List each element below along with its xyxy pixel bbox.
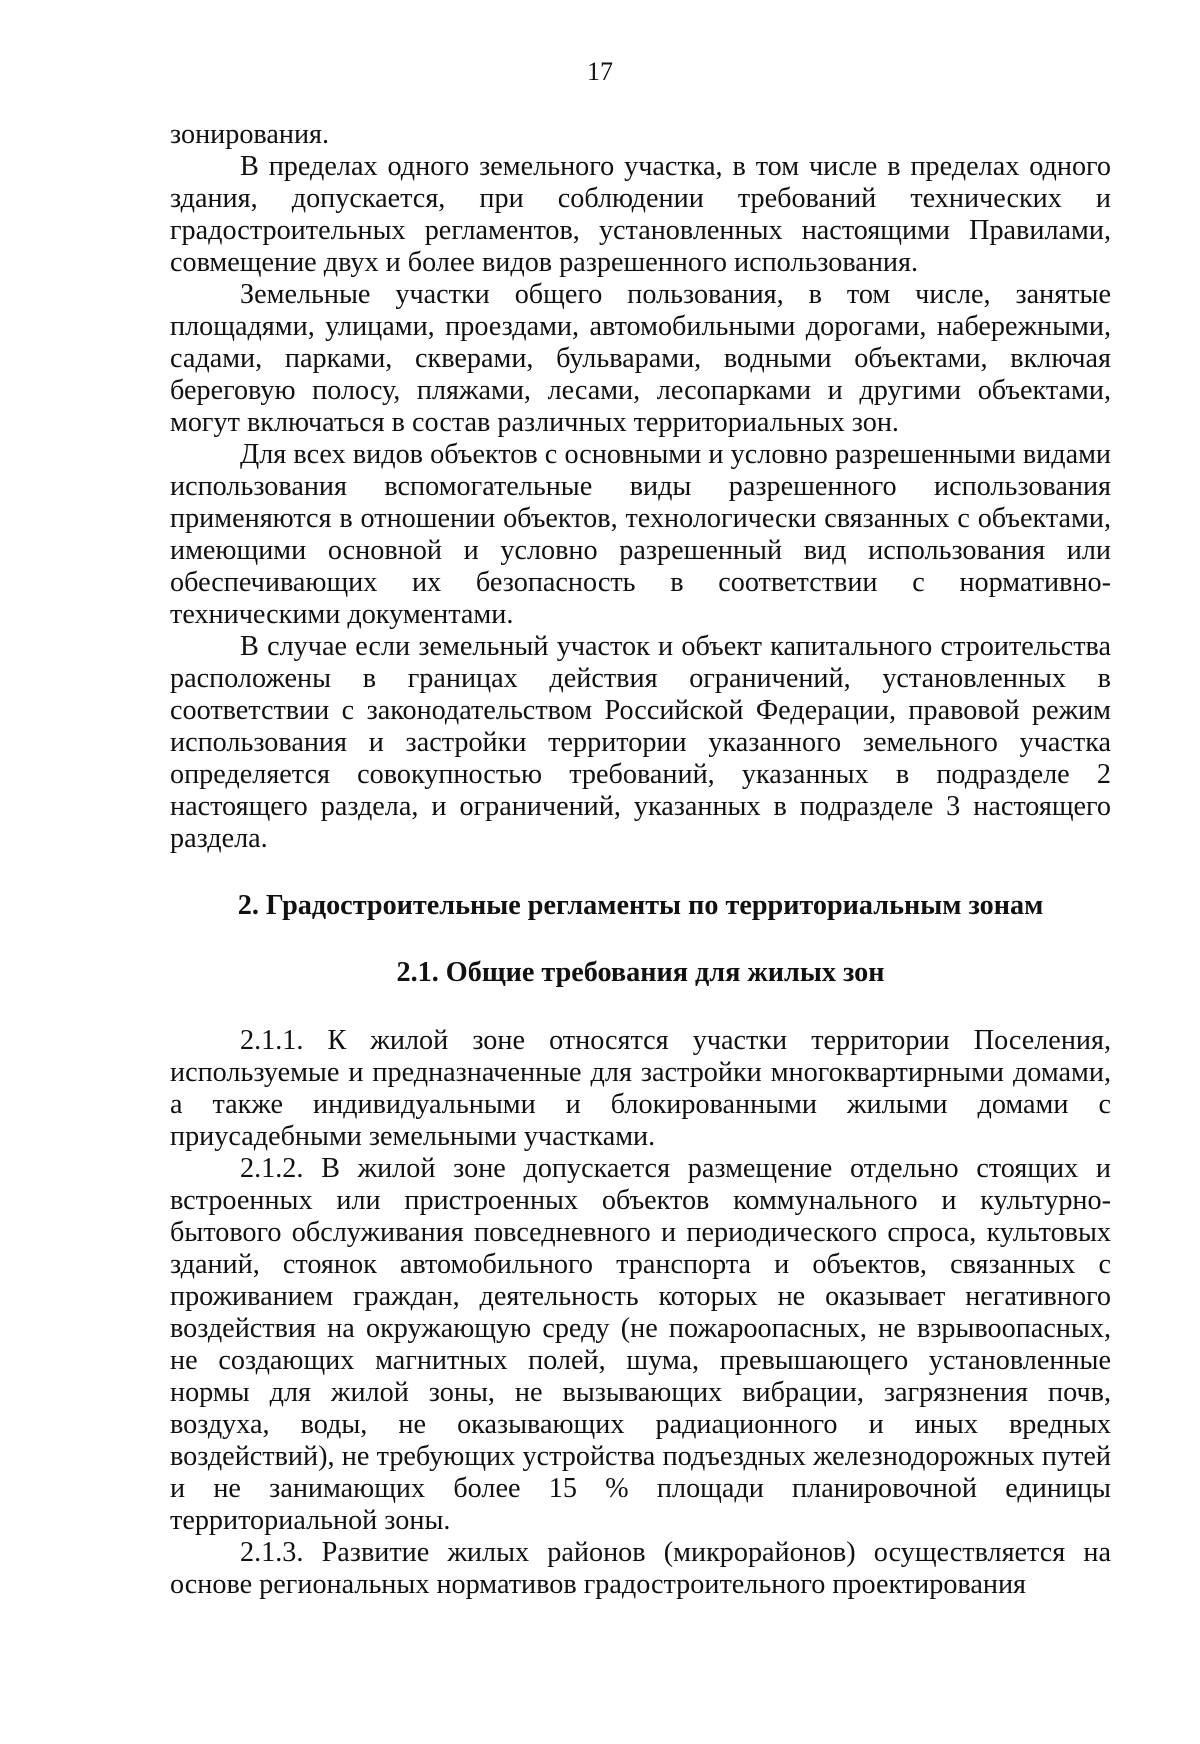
paragraph-public-land-plots: Земельные участки общего пользования, в том числе, занятые площадями, улицами, проездами, автомобильными дорогами, набережными, садами, парками, скверами, бульварами, водными объектами, включая береговую полосу, пляжами, лесами, лесопарками и другими объектами, могут включаться в состав различных территориальных зон. <box>170 279 1111 438</box>
spacer <box>170 922 1111 957</box>
paragraph-permitted-use-combination: В пределах одного земельного участка, в том числе в пределах одного здания, допускается, при соблюдении требований технических и градостроительных регламентов, установленных настоящими Правилами, совмещение двух и более видов разрешенного использования. <box>170 151 1111 278</box>
spacer <box>170 855 1111 890</box>
page-number: 17 <box>587 57 613 86</box>
section-heading: 2. Градостроительные регламенты по территориальным зонам <box>237 890 1044 921</box>
paragraph-auxiliary-uses: Для всех видов объектов с основными и условно разрешенными видами использования вспомогательные виды разрешенного использования применяются в отношении объектов, технологически связанных с объектами, имеющими основной и условно разрешенный вид использования или обеспечивающих их безопасность в соответствии с нормативно-техническими документами. <box>170 439 1111 630</box>
subsection-heading: 2.1. Общие требования для жилых зон <box>396 957 885 988</box>
document-body <box>170 119 1111 1601</box>
paragraph-restrictions: В случае если земельный участок и объект капитального строительства расположены в границах действия ограничений, установленных в соответствии с законодательством Российской Федерации, правовой режим использования и застройки территории указанного земельного участка определяется совокупностью требований, указанных в подразделе 2 настоящего раздела, и ограничений, указанных в подразделе 3 настоящего раздела. <box>170 631 1111 854</box>
paragraph-2-1-1: 2.1.1. К жилой зоне относятся участки территории Поселения, используемые и предназначенные для застройки многоквартирными домами, а также индивидуальными и блокированными жилыми домами с приусадебными земельными участками. <box>170 1025 1111 1152</box>
spacer <box>170 989 1111 1025</box>
paragraph-2-1-3: 2.1.3. Развитие жилых районов (микрорайонов) осуществляется на основе региональных нормативов градостроительного проектирования <box>170 1537 1111 1600</box>
paragraph-2-1-2: 2.1.2. В жилой зоне допускается размещение отдельно стоящих и встроенных или пристроенных объектов коммунального и культурно-бытового обслуживания повседневного и периодического спроса, культовых зданий, стоянок автомобильного транспорта и объектов, связанных с проживанием граждан, деятельность которых не оказывает негативного воздействия на окружающую среду (не пожароопасных, не взрывоопасных, не создающих магнитных полей, шума, превышающего установленные нормы для жилой зоны, не вызывающих вибрации, загрязнения почв, воздуха, воды, не оказывающих радиационного и иных вредных воздействий), не требующих устройства подъездных железнодорожных путей и не занимающих более 15 % площади планировочной единицы территориальной зоны. <box>170 1153 1111 1536</box>
paragraph-continuation: зонирования. <box>170 119 330 150</box>
